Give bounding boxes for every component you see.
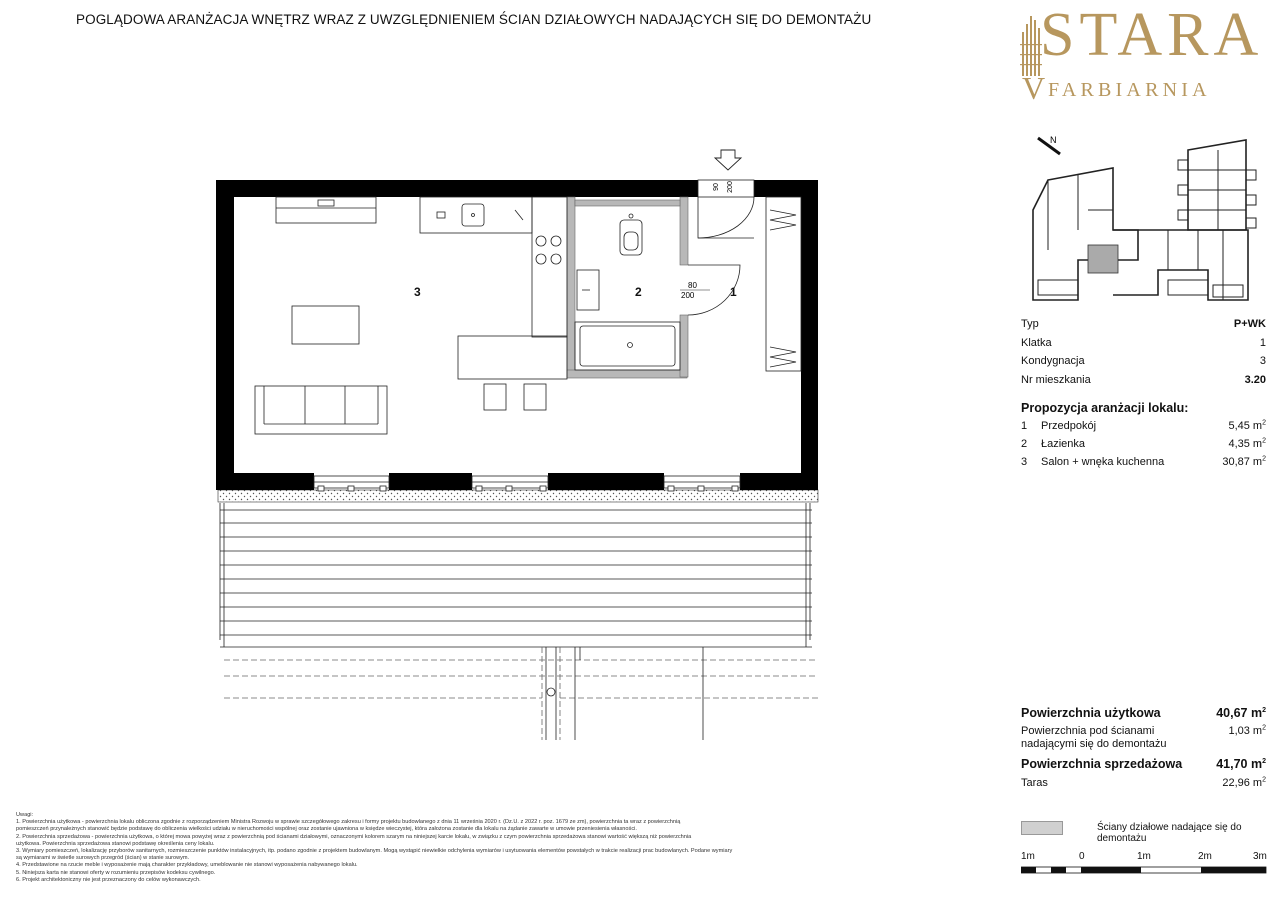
outer-walls (216, 180, 818, 490)
walls-area-value: 1,03 $m^2$ (1228, 724, 1266, 737)
sale-area-value: 41,70 $m^2$ (1216, 757, 1266, 771)
note-line: 4. Przedstawione na rzucie meble i wyposażenie mają charakter przykładowy, umeblowanie nie stanowi wyposażenia nabywanego lokalu. (16, 862, 358, 869)
scale-label: 2m (1198, 851, 1212, 862)
note-line: 1. Powierzchnia użytkowa - powierzchnia lokalu obliczona zgodnie z rozporządzeniem Ministra Rozwoju w sprawie szczegółowego zakresu i formy projektu budowlanego z dnia 11 września 2020 r. (Dz.U. z 2022 r. poz. 1679 ze zm), powierzchnia ta wraz z powierzchnią (16, 819, 681, 826)
legend-text: Ściany działowe nadające się do demontażu (1097, 822, 1242, 844)
logo-sub-text: FARBIARNIA (1048, 79, 1211, 101)
room-row (1021, 420, 1266, 432)
room-area: 30,87 $m^2$ (1222, 455, 1266, 468)
scale-label: 3m (1253, 851, 1267, 862)
room-area: 4,35 $m^2$ (1228, 437, 1266, 450)
room-row (1021, 456, 1266, 468)
terrace-area-row (1021, 777, 1266, 789)
room-name: Salon + wnęka kuchenna (1041, 456, 1165, 468)
info-row-floor (1021, 352, 1266, 371)
scale-bar (1021, 864, 1269, 876)
note-line: pomieszczeń przynależnych stanowić będzie podstawę do obliczenia wielkości udziału w nieruchomości wspólnej oraz zostanie ujawniona w księdze wieczystej, która założona zostanie dla lokalu na żądanie zawarte w umowie przeniesienia własności. (16, 826, 637, 833)
apartment-highlight (1088, 245, 1118, 273)
bathroom-fixtures (575, 214, 680, 370)
logo-v-letter: V (1022, 70, 1046, 106)
room-num: 1 (1021, 420, 1028, 432)
north-arrow-icon (1038, 135, 1060, 154)
north-label: N (1050, 135, 1057, 145)
key-plan (1018, 130, 1268, 310)
info-value: P+WK (1233, 318, 1266, 331)
note-line: 6. Projekt architektoniczny nie jest przeznaczony do celów wykonawczych. (16, 876, 201, 883)
terrace (220, 503, 812, 647)
usable-area-label: Powierzchnia użytkowa (1021, 706, 1161, 720)
room-name: Łazienka (1041, 438, 1086, 450)
scale-label: 1m (1137, 851, 1151, 862)
terrace-area-value: 22,96 $m^2$ (1222, 776, 1266, 789)
partition-walls (567, 197, 688, 378)
info-label: Nr mieszkania (1021, 374, 1091, 387)
legend-swatch (1021, 821, 1063, 835)
room-number-3: 3 (414, 285, 421, 299)
wardrobe (766, 197, 801, 371)
bathroom-door-height: 200 (681, 291, 695, 300)
logo-main-text: STARA (1040, 1, 1264, 69)
terrace-below-lines (224, 647, 818, 740)
info-value: 1 (1259, 336, 1266, 349)
room-area: 5,45 $m^2$ (1228, 419, 1266, 432)
rooms-title: Propozycja aranżacji lokalu: (1021, 401, 1189, 415)
info-row-type (1021, 315, 1266, 334)
info-label: Typ (1021, 318, 1039, 331)
notes (16, 812, 986, 884)
kitchen-counter (420, 197, 567, 410)
room-row (1021, 438, 1266, 450)
terrace-area-label: Taras (1021, 777, 1048, 789)
page-title: POGLĄDOWA ARANŻACJA WNĘTRZ WRAZ Z UWZGLĘDNIENIEM ŚCIAN DZIAŁOWYCH NADAJĄCYCH SIĘ DO DEMONTAŻU (76, 12, 872, 27)
note-line: są wymiarami w świetle surowych przegród (ścian) w stanie surowym. (16, 855, 190, 862)
info-row-apartment-number (1021, 371, 1266, 390)
bathroom-door-width: 80 (688, 281, 697, 290)
scale-label: 1m (1021, 851, 1035, 862)
note-line: 3. Wymiary pomieszczeń, lokalizację przyborów sanitarnych, rozmieszczenie punktów instalacyjnych, itp. podano zgodnie z projektem budowlanym. Mogą wystąpić niewielkie odchylenia wymiarów i usytuowania elementów powstałych w trakcie realizacji prac budowlanych. Podane wymiary (16, 848, 733, 855)
note-line: użytkowa. Powierzchnia sprzedażowa stanowi podstawę określenia ceny lokalu. (16, 840, 215, 847)
room-num: 2 (1021, 438, 1028, 450)
info-value: 3 (1259, 355, 1266, 368)
windows (314, 476, 740, 491)
note-line: 5. Niniejsza karta nie stanowi oferty w rozumieniu przepisów kodeksu cywilnego. (16, 869, 216, 876)
info-value: 3.20 (1244, 374, 1266, 387)
usable-area-row (1021, 706, 1266, 720)
entry-door-width: 90 (713, 183, 720, 191)
sale-area-row (1021, 757, 1266, 771)
notes-title: Uwagi: (16, 812, 34, 818)
walls-area-label: Powierzchnia pod ścianami nadającymi się do demontażu (1021, 725, 1167, 750)
info-row-stairwell (1021, 334, 1266, 353)
info-label: Kondygnacja (1021, 355, 1085, 368)
entry-arrow-icon (715, 150, 741, 170)
entry-door (698, 180, 754, 238)
info-label: Klatka (1021, 336, 1052, 349)
room-number-2: 2 (635, 285, 642, 299)
living-furniture (255, 197, 387, 434)
info-table (1021, 315, 1266, 389)
scale-label: 0 (1079, 851, 1085, 862)
walls-area-row (1021, 725, 1266, 751)
entry-door-height: 200 (727, 181, 734, 193)
room-num: 3 (1021, 456, 1028, 468)
room-name: Przedpokój (1041, 420, 1097, 432)
room-number-1: 1 (730, 285, 737, 299)
sale-area-label: Powierzchnia sprzedażowa (1021, 757, 1183, 771)
note-line: 2. Powierzchnia sprzedażowa - powierzchnia użytkowa, o której mowa powyżej wraz z powierzchnią pod ścianami działowymi, oznaczonymi kolorem szarym na niniejszej karcie lokalu, w związku z czym powierzchnia sprzedażowa stanowi wartość większą niż powierzchnia (16, 833, 692, 840)
usable-area-value: 40,67 $m^2$ (1216, 706, 1266, 720)
